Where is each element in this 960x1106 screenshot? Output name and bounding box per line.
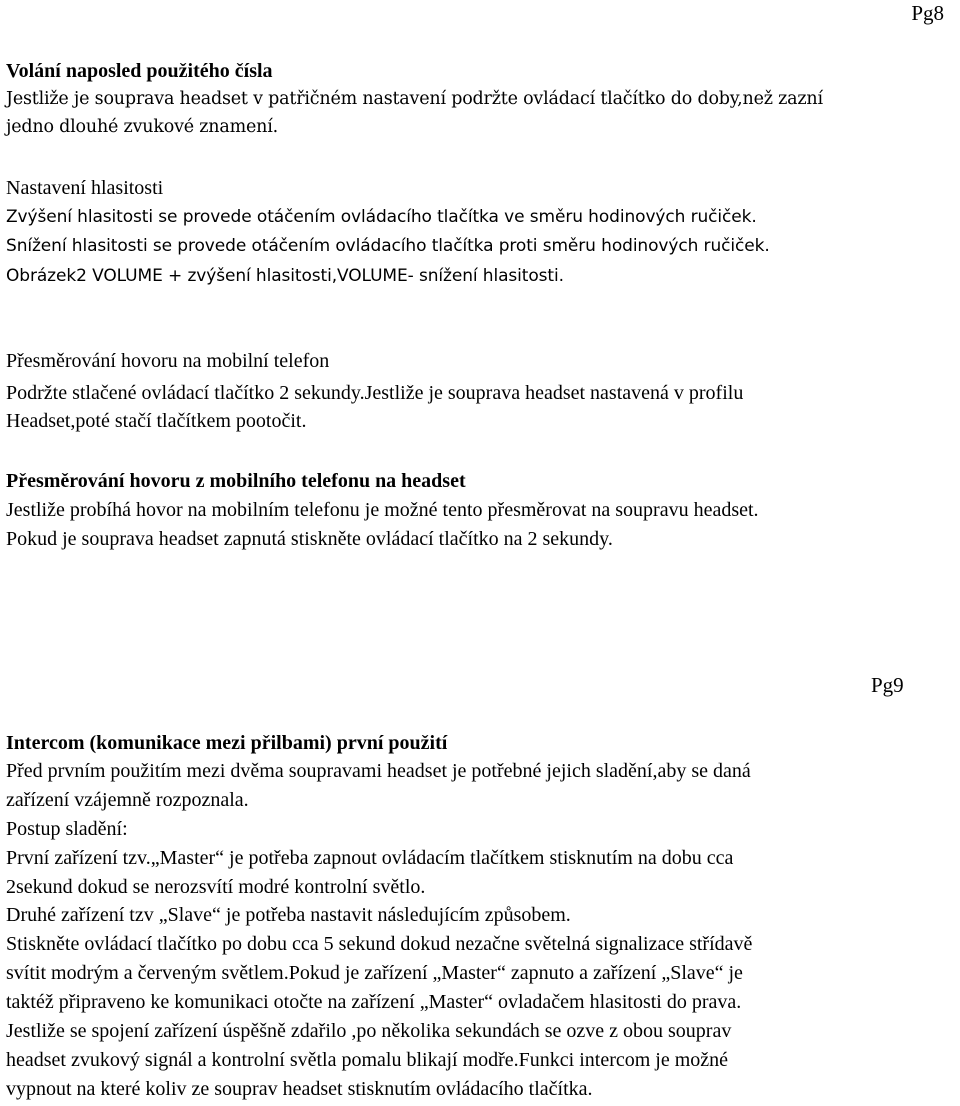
paragraph-line: vypnout na které koliv ze souprav headset stisknutím ovládacího tlačítka. (6, 1078, 593, 1100)
paragraph-line: Pokud je souprava headset zapnutá stiskněte ovládací tlačítko na 2 sekundy. (6, 528, 613, 550)
paragraph-line: První zařízení tzv.„Master“ je potřeba zapnout ovládacím tlačítkem stisknutím na dobu cca (6, 847, 734, 869)
paragraph-line: Postup sladění: (6, 818, 128, 840)
paragraph-line: svítit modrým a červeným světlem.Pokud je zařízení „Master“ zapnuto a zařízení „Slave“ je (6, 962, 743, 984)
page-number-9: Pg9 (871, 673, 904, 697)
paragraph-line: 2sekund dokud se nerozsvítí modré kontrolní světlo. (6, 876, 426, 898)
paragraph-line: Podržte stlačené ovládací tlačítko 2 sekundy.Jestliže je souprava headset nastavená v profilu (6, 382, 744, 404)
paragraph-line: Stiskněte ovládací tlačítko po dobu cca 5 sekund dokud nezačne světelná signalizace střídavě (6, 933, 753, 955)
paragraph-line: Snížení hlasitosti se provede otáčením ovládacího tlačítka proti směru hodinových ručiček. (6, 236, 770, 256)
section-heading-last-number-redial: Volání naposled použitého čísla (6, 60, 273, 82)
paragraph-line: Jestliže probíhá hovor na mobilním telefonu je možné tento přesměrovat na soupravu headset. (6, 499, 759, 521)
paragraph-line: taktéž připraveno ke komunikaci otočte na zařízení „Master“ ovladačem hlasitosti do prava. (6, 991, 742, 1013)
paragraph-line: Headset,poté stačí tlačítkem pootočit. (6, 410, 307, 432)
paragraph-line: Jestliže se spojení zařízení úspěšně zdařilo ,po několika sekundách se ozve z obou souprav (6, 1020, 732, 1042)
page-number-8: Pg8 (911, 1, 944, 25)
paragraph-line: zařízení vzájemně rozpoznala. (6, 789, 249, 811)
paragraph-line: Před prvním použitím mezi dvěma soupravami headset je potřebné jejich sladění,aby se daná (6, 760, 751, 782)
section-heading-volume: Nastavení hlasitosti (6, 177, 164, 199)
paragraph-line: headset zvukový signál a kontrolní světla pomalu blikají modře.Funkci intercom je možné (6, 1049, 729, 1071)
paragraph-line: jedno dlouhé zvukové znamení. (6, 117, 278, 137)
section-heading-intercom: Intercom (komunikace mezi přilbami) první použití (6, 732, 448, 754)
paragraph-line: Obrázek2 VOLUME + zvýšení hlasitosti,VOLUME- snížení hlasitosti. (6, 266, 564, 286)
paragraph-line: Jestliže je souprava headset v patřičném nastavení podržte ovládací tlačítko do doby,než zazní (6, 89, 823, 109)
section-heading-transfer-to-headset: Přesměrování hovoru z mobilního telefonu na headset (6, 470, 466, 492)
paragraph-line: Druhé zařízení tzv „Slave“ je potřeba nastavit následujícím způsobem. (6, 904, 571, 926)
paragraph-line: Zvýšení hlasitosti se provede otáčením ovládacího tlačítka ve směru hodinových ručiček. (6, 207, 757, 227)
section-heading-transfer-to-mobile: Přesměrování hovoru na mobilní telefon (6, 350, 330, 372)
